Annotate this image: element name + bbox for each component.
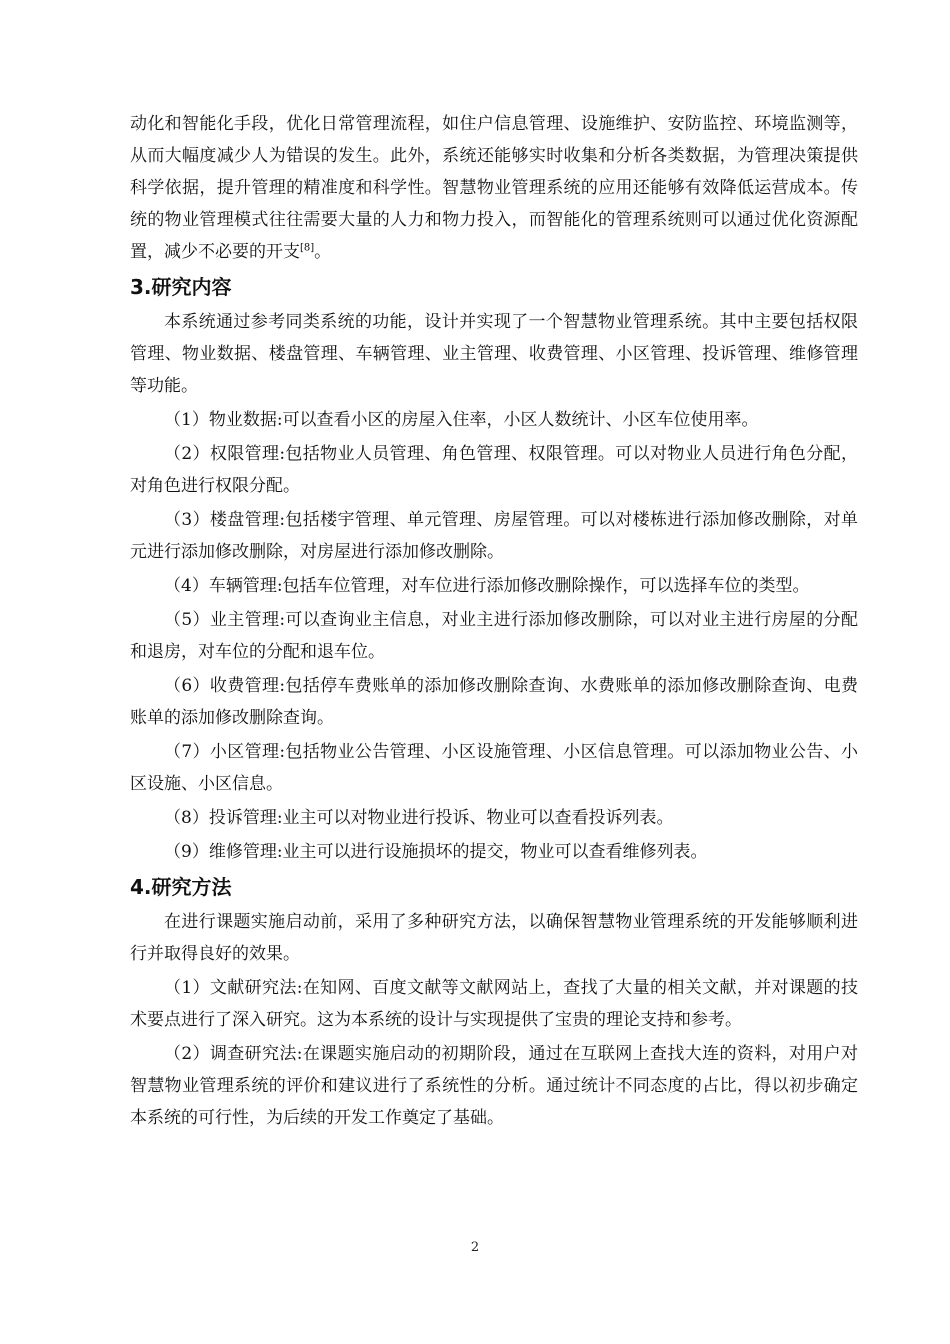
page-number: 2: [470, 1240, 480, 1255]
document-page: [130, 108, 858, 1134]
feature-item-building-management: （3）楼盘管理:包括楼宇管理、单元管理、房屋管理。可以对楼栋进行添加修改删除，对单元进行添加修改删除，对房屋进行添加修改删除。: [130, 510, 858, 562]
section4-lead-paragraph: 在进行课题实施启动前，采用了多种研究方法，以确保智慧物业管理系统的开发能够顺利进行并取得良好的效果。: [130, 912, 858, 964]
intro-paragraph: [130, 108, 858, 268]
feature-item-complaint-management: （8）投诉管理:业主可以对物业进行投诉、物业可以查看投诉列表。: [164, 808, 674, 828]
section3-lead-paragraph: 本系统通过参考同类系统的功能，设计并实现了一个智慧物业管理系统。其中主要包括权限管理、物业数据、楼盘管理、车辆管理、业主管理、收费管理、小区管理、投诉管理、维修管理等功能。: [130, 312, 858, 396]
feature-item-owner-management: （5）业主管理:可以查询业主信息，对业主进行添加修改删除，可以对业主进行房屋的分配和退房，对车位的分配和退车位。: [130, 610, 858, 662]
feature-item-repair-management: （9）维修管理:业主可以进行设施损坏的提交，物业可以查看维修列表。: [164, 842, 708, 862]
section-heading-research-content: 3.研究内容: [130, 275, 232, 299]
feature-item-fee-management: （6）收费管理:包括停车费账单的添加修改删除查询、水费账单的添加修改删除查询、电费账单的添加修改删除查询。: [130, 676, 858, 728]
feature-item-property-data: （1）物业数据:可以查看小区的房屋入住率，小区人数统计、小区车位使用率。: [164, 410, 759, 430]
intro-end: 。: [314, 242, 332, 262]
method-item-literature-research: （1）文献研究法:在知网、百度文献等文献网站上，查找了大量的相关文献，并对课题的技术要点进行了深入研究。这为本系统的设计与实现提供了宝贵的理论支持和参考。: [130, 978, 858, 1030]
section-heading-research-methods: 4.研究方法: [130, 875, 232, 899]
feature-item-permission-management: （2）权限管理:包括物业人员管理、角色管理、权限管理。可以对物业人员进行角色分配，对角色进行权限分配。: [130, 444, 858, 496]
intro-text: 动化和智能化手段，优化日常管理流程，如住户信息管理、设施维护、安防监控、环境监测等，从而大幅度减少人为错误的发生。此外，系统还能够实时收集和分析各类数据，为管理决策提供科学依据，提升管理的精准度和科学性。智慧物业管理系统的应用还能够有效降低运营成本。传统的物业管理模式往往需要大量的人力和物力投入，而智能化的管理系统则可以通过优化资源配置，减少不必要的开支: [130, 114, 858, 262]
feature-item-vehicle-management: （4）车辆管理:包括车位管理，对车位进行添加修改删除操作，可以选择车位的类型。: [164, 576, 810, 596]
feature-item-community-management: （7）小区管理:包括物业公告管理、小区设施管理、小区信息管理。可以添加物业公告、小区设施、小区信息。: [130, 742, 858, 794]
citation-marker: [8]: [300, 242, 315, 254]
method-item-survey-research: （2）调查研究法:在课题实施启动的初期阶段，通过在互联网上查找大连的资料，对用户对智慧物业管理系统的评价和建议进行了系统性的分析。通过统计不同态度的占比，得以初步确定本系统的可行性，为后续的开发工作奠定了基础。: [130, 1044, 858, 1128]
